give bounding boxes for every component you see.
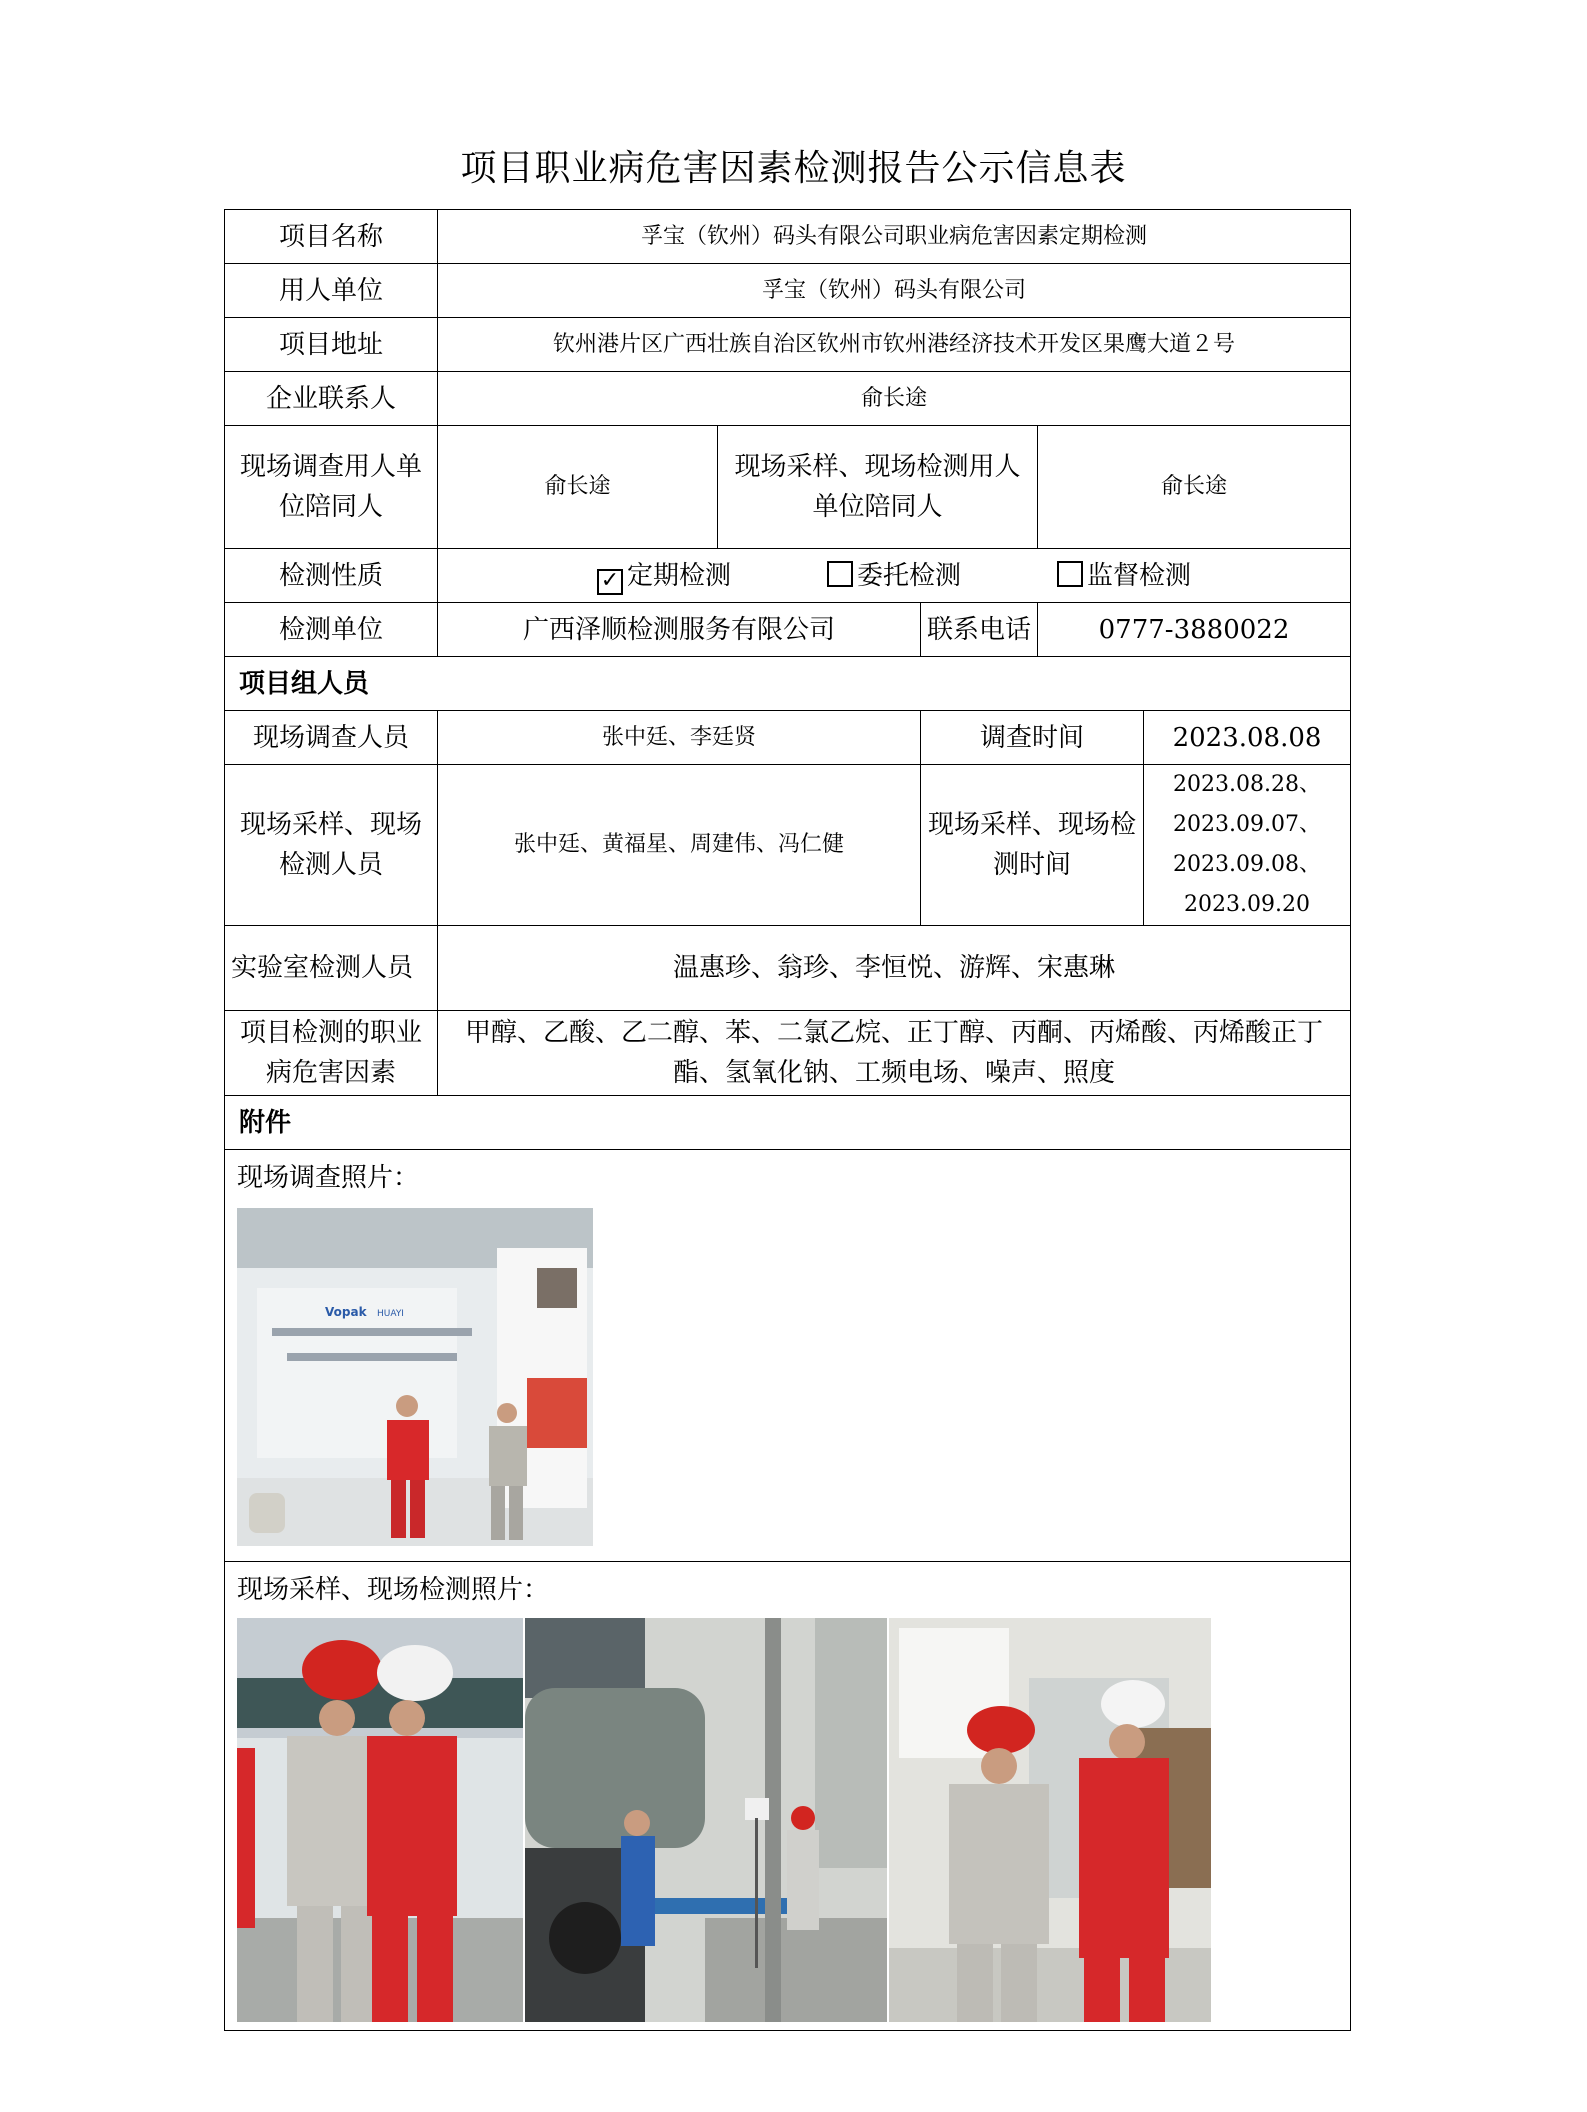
phone-value: 0777-3880022: [1038, 603, 1351, 657]
phone-label: 联系电话: [921, 603, 1038, 657]
sampling-escort-label: 现场采样、现场检测用人单位陪同人: [718, 426, 1038, 549]
sampling-staff-value: 张中廷、黄福星、周建伟、冯仁健: [438, 765, 921, 926]
attachment-header: 附件: [225, 1096, 1351, 1150]
sampling-photo-1: [237, 1618, 523, 2022]
row-project-name: [225, 210, 1351, 264]
survey-staff-label: 现场调查人员: [225, 711, 438, 765]
project-name-label: 项目名称: [225, 210, 438, 264]
employer-label: 用人单位: [225, 264, 438, 318]
brand2-logo: HUAYI: [377, 1309, 404, 1319]
row-escort: [225, 426, 1351, 549]
sampling-staff-label: 现场采样、现场检测人员: [225, 765, 438, 926]
option-supervision[interactable]: [1057, 556, 1191, 596]
sampling-time-line2: 2023.09.08、2023.09.20: [1173, 852, 1321, 917]
sampling-photos-label: 现场采样、现场检测照片：: [237, 1575, 550, 1605]
sampling-photo-3: [889, 1618, 1211, 2022]
option-periodic-label: 定期检测: [626, 560, 731, 591]
team-header: 项目组人员: [225, 657, 1351, 711]
survey-photos-cell: [225, 1150, 1351, 1562]
survey-escort-value: 俞长途: [438, 426, 718, 549]
option-commissioned[interactable]: [827, 556, 961, 596]
agency-value: 广西泽顺检测服务有限公司: [438, 603, 921, 657]
row-contact: [225, 372, 1351, 426]
row-hazards: [225, 1011, 1351, 1096]
survey-photos-label: 现场调查照片：: [237, 1163, 420, 1193]
sampling-time-label: 现场采样、现场检测时间: [921, 765, 1144, 926]
project-name-value: 孚宝（钦州）码头有限公司职业病危害因素定期检测: [438, 210, 1351, 264]
sampling-escort-value: 俞长途: [1038, 426, 1351, 549]
contact-value: 俞长途: [438, 372, 1351, 426]
employer-value: 孚宝（钦州）码头有限公司: [438, 264, 1351, 318]
row-team-header: [225, 657, 1351, 711]
row-address: [225, 318, 1351, 372]
checkbox-checked-icon: ✓: [597, 569, 623, 595]
row-lab-staff: [225, 926, 1351, 1011]
sampling-time-value: [1144, 765, 1351, 926]
survey-time-label: 调查时间: [921, 711, 1144, 765]
row-nature: [225, 549, 1351, 603]
row-survey-staff: [225, 711, 1351, 765]
nature-options: [438, 549, 1351, 603]
info-table: [224, 209, 1351, 2031]
survey-escort-label: 现场调查用人单位陪同人: [225, 426, 438, 549]
address-label: 项目地址: [225, 318, 438, 372]
survey-photo: [237, 1208, 593, 1546]
row-survey-photos: [225, 1150, 1351, 1562]
row-sampling-photos: [225, 1562, 1351, 2031]
row-attachment-header: [225, 1096, 1351, 1150]
brand1-logo: Vopak: [325, 1305, 367, 1319]
page-title: 项目职业病危害因素检测报告公示信息表: [460, 148, 1127, 189]
lab-staff-label: 实验室检测人员: [225, 926, 438, 1011]
sampling-photos-cell: [225, 1562, 1351, 2031]
address-value: 钦州港片区广西壮族自治区钦州市钦州港经济技术开发区果鹰大道２号: [438, 318, 1351, 372]
contact-label: 企业联系人: [225, 372, 438, 426]
row-employer: [225, 264, 1351, 318]
survey-time-value: 2023.08.08: [1144, 711, 1351, 765]
option-periodic[interactable]: [597, 556, 731, 596]
row-agency: [225, 603, 1351, 657]
survey-staff-value: 张中廷、李廷贤: [438, 711, 921, 765]
row-sampling-staff: [225, 765, 1351, 926]
checkbox-empty-icon: [1057, 561, 1083, 587]
hazards-label: 项目检测的职业病危害因素: [225, 1011, 438, 1096]
nature-label: 检测性质: [225, 549, 438, 603]
option-commissioned-label: 委托检测: [857, 560, 962, 591]
sampling-photo-2: [525, 1618, 887, 2022]
checkbox-empty-icon: [827, 561, 853, 587]
hazards-value: 甲醇、乙酸、乙二醇、苯、二氯乙烷、正丁醇、丙酮、丙烯酸、丙烯酸正丁酯、氢氧化钠、工频电场、噪声、照度: [438, 1011, 1351, 1096]
agency-label: 检测单位: [225, 603, 438, 657]
option-supervision-label: 监督检测: [1087, 560, 1192, 591]
lab-staff-value: 温惠珍、翁珍、李恒悦、游辉、宋惠琳: [438, 926, 1351, 1011]
sampling-time-line1: 2023.08.28、2023.09.07、: [1173, 772, 1321, 837]
